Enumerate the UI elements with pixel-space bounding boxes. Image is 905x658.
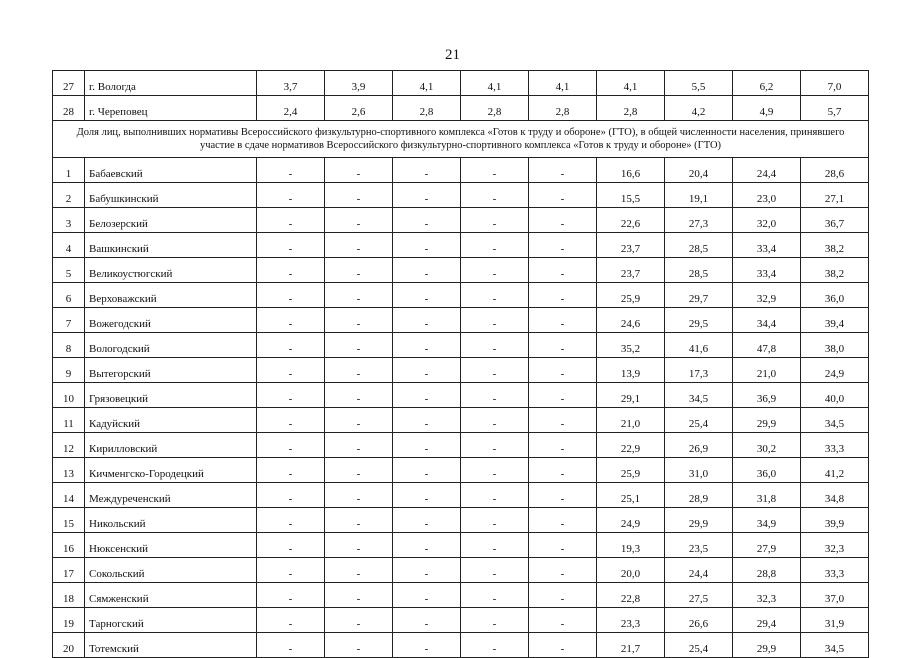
row-number: 19 (53, 608, 85, 633)
value-cell: - (461, 258, 529, 283)
value-cell: - (461, 558, 529, 583)
value-cell: - (393, 533, 461, 558)
value-cell: - (393, 458, 461, 483)
value-cell: - (257, 358, 325, 383)
table-row (53, 433, 869, 458)
value-cell: - (257, 483, 325, 508)
row-number: 13 (53, 458, 85, 483)
value-cell: - (325, 233, 393, 258)
value-cell: - (325, 408, 393, 433)
value-cell: 29,9 (733, 633, 801, 658)
value-cell: 38,2 (801, 258, 869, 283)
value-cell: - (461, 508, 529, 533)
value-cell: - (461, 183, 529, 208)
value-cell: 38,0 (801, 333, 869, 358)
row-number: 27 (53, 71, 85, 96)
value-cell: - (257, 158, 325, 183)
value-cell: - (393, 358, 461, 383)
value-cell: - (257, 433, 325, 458)
value-cell: - (529, 283, 597, 308)
value-cell: 41,6 (665, 333, 733, 358)
table-body (53, 71, 869, 658)
value-cell: 3,7 (257, 71, 325, 96)
value-cell: 13,9 (597, 358, 665, 383)
value-cell: - (529, 633, 597, 658)
value-cell: 4,1 (461, 71, 529, 96)
value-cell: 22,8 (597, 583, 665, 608)
value-cell: 20,4 (665, 158, 733, 183)
value-cell: - (461, 383, 529, 408)
value-cell: 32,3 (801, 533, 869, 558)
value-cell: - (257, 383, 325, 408)
table-row (53, 508, 869, 533)
value-cell: 34,5 (665, 383, 733, 408)
value-cell: 33,4 (733, 258, 801, 283)
value-cell: 34,9 (733, 508, 801, 533)
table-row (53, 383, 869, 408)
value-cell: - (393, 433, 461, 458)
value-cell: - (325, 158, 393, 183)
table-row (53, 458, 869, 483)
value-cell: - (393, 608, 461, 633)
value-cell: 32,9 (733, 283, 801, 308)
value-cell: 23,5 (665, 533, 733, 558)
value-cell: - (257, 283, 325, 308)
value-cell: - (529, 308, 597, 333)
value-cell: - (461, 358, 529, 383)
value-cell: - (257, 508, 325, 533)
district-name: Тарногский (85, 608, 257, 633)
value-cell: - (257, 558, 325, 583)
district-name: Вожегодский (85, 308, 257, 333)
district-name: Нюксенский (85, 533, 257, 558)
value-cell: 36,0 (801, 283, 869, 308)
value-cell: 38,2 (801, 233, 869, 258)
value-cell: 17,3 (665, 358, 733, 383)
row-number: 4 (53, 233, 85, 258)
value-cell: - (393, 183, 461, 208)
value-cell: - (393, 583, 461, 608)
value-cell: - (325, 458, 393, 483)
value-cell: 29,1 (597, 383, 665, 408)
table-row (53, 158, 869, 183)
value-cell: 21,7 (597, 633, 665, 658)
value-cell: - (257, 633, 325, 658)
district-name: Кадуйский (85, 408, 257, 433)
value-cell: - (529, 608, 597, 633)
district-name: Междуреченский (85, 483, 257, 508)
value-cell: 5,7 (801, 96, 869, 121)
value-cell: - (325, 308, 393, 333)
district-name: Верховажский (85, 283, 257, 308)
value-cell: - (325, 583, 393, 608)
value-cell: 25,4 (665, 633, 733, 658)
value-cell: - (325, 283, 393, 308)
value-cell: 28,6 (801, 158, 869, 183)
value-cell: - (325, 533, 393, 558)
value-cell: 4,1 (529, 71, 597, 96)
value-cell: - (393, 258, 461, 283)
value-cell: - (529, 458, 597, 483)
value-cell: - (529, 208, 597, 233)
table-row (53, 283, 869, 308)
table-row (53, 258, 869, 283)
value-cell: 25,9 (597, 458, 665, 483)
row-number: 28 (53, 96, 85, 121)
value-cell: - (393, 383, 461, 408)
table-row (53, 583, 869, 608)
value-cell: 34,5 (801, 633, 869, 658)
value-cell: - (529, 383, 597, 408)
district-name: Сямженский (85, 583, 257, 608)
row-number: 18 (53, 583, 85, 608)
value-cell: - (257, 458, 325, 483)
value-cell: 33,3 (801, 558, 869, 583)
value-cell: - (325, 633, 393, 658)
value-cell: - (461, 408, 529, 433)
value-cell: - (257, 258, 325, 283)
table-row (53, 333, 869, 358)
value-cell: - (529, 558, 597, 583)
row-number: 14 (53, 483, 85, 508)
district-name: г. Череповец (85, 96, 257, 121)
value-cell: 31,9 (801, 608, 869, 633)
value-cell: 21,0 (597, 408, 665, 433)
value-cell: 34,8 (801, 483, 869, 508)
value-cell: 24,9 (597, 508, 665, 533)
value-cell: 36,7 (801, 208, 869, 233)
value-cell: - (393, 508, 461, 533)
value-cell: 7,0 (801, 71, 869, 96)
value-cell: - (393, 283, 461, 308)
table-row (53, 71, 869, 96)
value-cell: 26,6 (665, 608, 733, 633)
value-cell: 2,8 (461, 96, 529, 121)
value-cell: 24,6 (597, 308, 665, 333)
value-cell: - (257, 233, 325, 258)
value-cell: 28,5 (665, 258, 733, 283)
value-cell: 22,9 (597, 433, 665, 458)
row-number: 6 (53, 283, 85, 308)
value-cell: 28,9 (665, 483, 733, 508)
value-cell: 27,1 (801, 183, 869, 208)
row-number: 12 (53, 433, 85, 458)
district-name: Вологодский (85, 333, 257, 358)
value-cell: 4,2 (665, 96, 733, 121)
value-cell: - (461, 633, 529, 658)
district-name: Белозерский (85, 208, 257, 233)
value-cell: - (325, 383, 393, 408)
value-cell: 24,4 (665, 558, 733, 583)
value-cell: - (393, 408, 461, 433)
value-cell: 33,4 (733, 233, 801, 258)
district-name: Тотемский (85, 633, 257, 658)
value-cell: - (461, 458, 529, 483)
row-number: 5 (53, 258, 85, 283)
district-name: Сокольский (85, 558, 257, 583)
district-name: Вашкинский (85, 233, 257, 258)
value-cell: - (325, 508, 393, 533)
value-cell: - (325, 558, 393, 583)
value-cell: 6,2 (733, 71, 801, 96)
value-cell: - (529, 158, 597, 183)
value-cell: - (257, 183, 325, 208)
value-cell: 35,2 (597, 333, 665, 358)
value-cell: 34,4 (733, 308, 801, 333)
row-number: 10 (53, 383, 85, 408)
row-number: 9 (53, 358, 85, 383)
value-cell: - (529, 333, 597, 358)
value-cell: 29,5 (665, 308, 733, 333)
value-cell: 21,0 (733, 358, 801, 383)
value-cell: 27,9 (733, 533, 801, 558)
value-cell: 24,4 (733, 158, 801, 183)
value-cell: 34,5 (801, 408, 869, 433)
value-cell: 2,8 (529, 96, 597, 121)
table-row (53, 96, 869, 121)
value-cell: 27,5 (665, 583, 733, 608)
value-cell: 16,6 (597, 158, 665, 183)
value-cell: 39,4 (801, 308, 869, 333)
value-cell: 36,0 (733, 458, 801, 483)
table-row (53, 633, 869, 658)
value-cell: 28,5 (665, 233, 733, 258)
page-number: 21 (445, 47, 460, 63)
value-cell: - (393, 233, 461, 258)
value-cell: 23,0 (733, 183, 801, 208)
value-cell: 32,0 (733, 208, 801, 233)
value-cell: - (257, 533, 325, 558)
row-number: 15 (53, 508, 85, 533)
value-cell: 29,7 (665, 283, 733, 308)
value-cell: 2,8 (597, 96, 665, 121)
table-row (53, 208, 869, 233)
value-cell: - (529, 583, 597, 608)
value-cell: - (393, 483, 461, 508)
value-cell: - (529, 358, 597, 383)
value-cell: 25,4 (665, 408, 733, 433)
table-row (53, 308, 869, 333)
value-cell: 37,0 (801, 583, 869, 608)
value-cell: 40,0 (801, 383, 869, 408)
value-cell: - (257, 333, 325, 358)
value-cell: 4,9 (733, 96, 801, 121)
value-cell: 2,6 (325, 96, 393, 121)
value-cell: 28,8 (733, 558, 801, 583)
value-cell: 2,4 (257, 96, 325, 121)
value-cell: - (257, 608, 325, 633)
value-cell: - (461, 208, 529, 233)
table-row (53, 408, 869, 433)
district-name: г. Вологда (85, 71, 257, 96)
row-number: 2 (53, 183, 85, 208)
value-cell: - (393, 633, 461, 658)
value-cell: - (325, 608, 393, 633)
value-cell: 25,9 (597, 283, 665, 308)
value-cell: - (529, 483, 597, 508)
table-row (53, 608, 869, 633)
value-cell: 31,8 (733, 483, 801, 508)
row-number: 1 (53, 158, 85, 183)
value-cell: - (461, 233, 529, 258)
value-cell: 29,4 (733, 608, 801, 633)
value-cell: - (529, 183, 597, 208)
value-cell: 29,9 (733, 408, 801, 433)
value-cell: - (325, 333, 393, 358)
section-heading-row (53, 121, 869, 158)
value-cell: 26,9 (665, 433, 733, 458)
row-number: 7 (53, 308, 85, 333)
table-row (53, 233, 869, 258)
value-cell: - (393, 158, 461, 183)
value-cell: - (393, 558, 461, 583)
row-number: 8 (53, 333, 85, 358)
value-cell: 23,3 (597, 608, 665, 633)
value-cell: - (257, 408, 325, 433)
value-cell: - (529, 533, 597, 558)
value-cell: - (529, 258, 597, 283)
value-cell: - (257, 583, 325, 608)
value-cell: - (529, 408, 597, 433)
value-cell: 41,2 (801, 458, 869, 483)
table-row (53, 483, 869, 508)
value-cell: - (257, 208, 325, 233)
value-cell: - (529, 233, 597, 258)
value-cell: - (461, 333, 529, 358)
value-cell: - (325, 433, 393, 458)
value-cell: - (529, 508, 597, 533)
row-number: 16 (53, 533, 85, 558)
value-cell: - (325, 258, 393, 283)
value-cell: 23,7 (597, 233, 665, 258)
value-cell: - (461, 608, 529, 633)
section-heading: Доля лиц, выполнивших нормативы Всероссийского физкультурно-спортивного комплекса «Готов к труду и обороне» (ГТО), в общей численности населения, принявшего участие в сдаче нормативов Всероссийского физкультурно-спортивного комплекса «Готов к труду и обороне» (ГТО) (53, 121, 869, 158)
value-cell: - (393, 333, 461, 358)
district-name: Вытегорский (85, 358, 257, 383)
value-cell: - (461, 583, 529, 608)
value-cell: 30,2 (733, 433, 801, 458)
district-name: Кирилловский (85, 433, 257, 458)
table-row (53, 533, 869, 558)
value-cell: - (461, 308, 529, 333)
district-name: Великоустюгский (85, 258, 257, 283)
value-cell: - (461, 533, 529, 558)
value-cell: 31,0 (665, 458, 733, 483)
value-cell: 39,9 (801, 508, 869, 533)
value-cell: - (461, 483, 529, 508)
table-row (53, 558, 869, 583)
value-cell: 36,9 (733, 383, 801, 408)
value-cell: 4,1 (393, 71, 461, 96)
value-cell: - (461, 158, 529, 183)
value-cell: - (257, 308, 325, 333)
row-number: 3 (53, 208, 85, 233)
value-cell: 47,8 (733, 333, 801, 358)
value-cell: 15,5 (597, 183, 665, 208)
value-cell: 19,1 (665, 183, 733, 208)
row-number: 20 (53, 633, 85, 658)
indicators-table (52, 70, 869, 658)
value-cell: 25,1 (597, 483, 665, 508)
table-row (53, 358, 869, 383)
table-row (53, 183, 869, 208)
district-name: Бабаевский (85, 158, 257, 183)
value-cell: - (325, 183, 393, 208)
value-cell: - (325, 483, 393, 508)
value-cell: 27,3 (665, 208, 733, 233)
value-cell: 22,6 (597, 208, 665, 233)
district-name: Кичменгско-Городецкий (85, 458, 257, 483)
value-cell: - (461, 433, 529, 458)
value-cell: 23,7 (597, 258, 665, 283)
value-cell: 5,5 (665, 71, 733, 96)
row-number: 17 (53, 558, 85, 583)
value-cell: 4,1 (597, 71, 665, 96)
row-number: 11 (53, 408, 85, 433)
value-cell: 33,3 (801, 433, 869, 458)
district-name: Бабушкинский (85, 183, 257, 208)
district-name: Никольский (85, 508, 257, 533)
value-cell: - (461, 283, 529, 308)
value-cell: 19,3 (597, 533, 665, 558)
value-cell: - (393, 308, 461, 333)
value-cell: - (325, 208, 393, 233)
value-cell: 2,8 (393, 96, 461, 121)
value-cell: - (529, 433, 597, 458)
value-cell: 3,9 (325, 71, 393, 96)
value-cell: - (393, 208, 461, 233)
value-cell: 29,9 (665, 508, 733, 533)
value-cell: 20,0 (597, 558, 665, 583)
district-name: Грязовецкий (85, 383, 257, 408)
value-cell: 24,9 (801, 358, 869, 383)
value-cell: - (325, 358, 393, 383)
value-cell: 32,3 (733, 583, 801, 608)
